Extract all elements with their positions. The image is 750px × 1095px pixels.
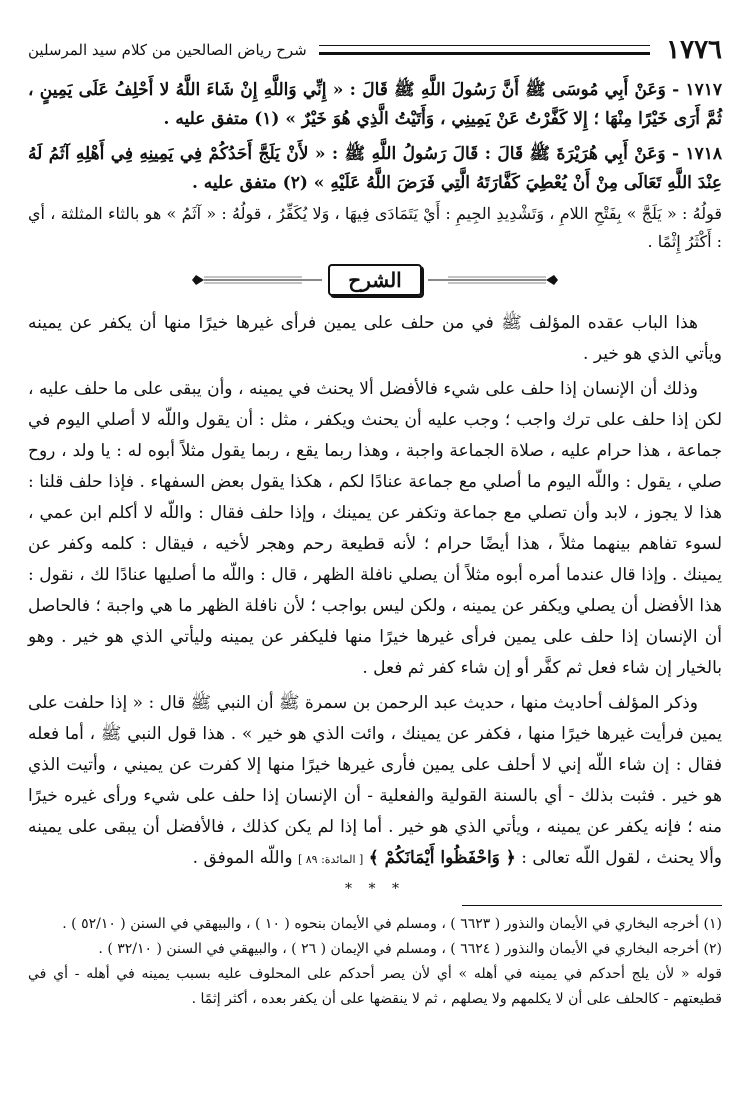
commentary-paragraph-1: هذا الباب عقده المؤلف ﷺ في من حلف على يمين فرأى غيرها خيرًا منها أن يكفر عن يمينه ويأتي الذي هو خير . (28, 313, 722, 364)
footnote-1: (١) أخرجه البخاري في الأيمان والنذور ( ٦٦٢٣ ) ، ومسلم في الأيمان بنحوه ( ١٠ ) ، والبيهقي في السنن ( ٥٢/١٠ ) . (62, 916, 722, 932)
page-number: ١٧٧٦ (666, 35, 722, 65)
vocabulary-note: قولُهُ : « يَلَجَّ » بِفَتْحِ اللامِ ، وَتَشْدِيدِ الجِيمِ : أَيْ يَتَمَادَى فِيهَا ، وَلا يُكَفِّرُ ، قولُهُ : « آثَمُ » هو بالثاء المثلثة ، أي : أَكْثَرُ إِثْمًا . (28, 204, 722, 251)
header-rule (319, 45, 650, 55)
hadith-1718: ١٧١٨ - وَعَنْ أَبِي هُرَيْرَةَ ﷺ قَالَ : قَالَ رَسُولُ اللَّهِ ﷺ : « لأَنْ يَلَجَّ أَحَدُكُمْ فِي يَمِينِهِ فِي أَهْلِهِ آثَمُ لَهُ عِنْدَ اللَّهِ تَعَالَى مِنْ أَنْ يُعْطِيَ كَفَّارَتَهُ الَّتِي فَرَضَ اللَّهُ عَلَيْهِ » (٢) متفق عليه . (28, 144, 722, 193)
footnote-explanation: قوله « لأن يلج أحدكم في يمينه في أهله » أي لأن يصر أحدكم على المحلوف عليه بسبب يمينه في أهله - أي في قطيعتهم - كالحلف على أن لا يكلمهم ولا يصلهم ، ثم لا ينقضها على أن يكفر بعده ، أكثر إثمًا . (28, 966, 722, 1007)
ornament-left-icon (192, 273, 322, 287)
section-title: الشرح (328, 264, 421, 296)
footnote-2: (٢) أخرجه البخاري في الأيمان والنذور ( ٦٦٢٤ ) ، ومسلم في الإيمان ( ٢٦ ) ، والبيهقي في السنن ( ٣٢/١٠ ) . (98, 941, 722, 957)
quran-verse: ﴿ وَاحْفَظُوا أَيْمَانَكُمْ ﴾ (368, 848, 516, 868)
commentary-paragraph-2: وذلك أن الإنسان إذا حلف على شيء فالأفضل ألا يحنث في يمينه ، وأن يبقى على ما حلف عليه ، لكن إذا حلف على ترك واجب ؛ وجب عليه أن يحنث ويكفر ، مثل : أن يقول واللّه لا أصلي اليوم في جماعة ، هذا حرام عليه ، صلاة الجماعة واجبة ، وهذا ربما يقع ، ربما يقول مثلاً أبوه له : يا ولد ، روح صلي ، يقول : واللّه اليوم ما أصلي مع جماعة عنادًا لكم ، هكذا يقول بعض السفهاء . فإذا حلف قلنا : هذا لا يجوز ، لابد وأن تصلي مع جماعة وتكفر عن يمينك ، وإذا حلف فقال : واللّه لا أكلم ابن عمي ، لسوء تفاهم بينهما مثلاً ، هذا أيضًا حرام ؛ لأنه قطيعة رحم وهجر لأخيه ، فيقال : كلمه وكفر عن يمينك . وإذا قال عندما أمره أبوه مثلاً أن يصلي نافلة الظهر ، قال : واللّه ما أصليها عنادًا لك ، نقول : هذا الأفضل أن يصلي ويكفر عن يمينه ، ولكن ليس بواجب ؛ لأن نافلة الظهر ما هي واجبة ؛ فالحاصل أن الإنسان إذا حلف على يمين فرأى غيرها خيرًا منها فليكفر عن يمينه وليأتي الذي هو خير . وهو بالخيار إن شاء فعل ثم كفَّر أو إن شاء كفر ثم فعل . (28, 379, 722, 678)
footnotes (28, 912, 722, 1012)
quran-reference: [ المائدة: ٨٩ ] (297, 853, 364, 866)
section-divider (28, 264, 722, 296)
book-title: شرح رياض الصالحين من كلام سيد المرسلين (28, 41, 307, 59)
commentary-paragraph-3-text: وذكر المؤلف أحاديث منها ، حديث عبد الرحمن بن سمرة ﷺ أن النبي ﷺ قال : « إذا حلفت على يمين فرأيت غيرها خيرًا منها ، فكفر عن يمينك ، وائت الذي هو خير » . هذا قول النبي ﷺ ، أما فعله فقال : إن شاء اللّه إني لا أحلف على يمين فأرى غيرها خيرًا منها إلا كفرت عن يميني ، وأتيت الذي هو خير . فثبت بذلك - أي بالسنة القولية والفعلية - أن الإنسان إذا حلف على شيء ورأى غيره خيرًا منه ؛ فإنه يكفر عن يمينه ، ويأتي الذي هو خير . أما إذا لم يكن كذلك ، فالأفضل أن يبقى على يمينه وألا يحنث ، لقول اللّه تعالى : (28, 693, 722, 868)
book-page (28, 30, 722, 1075)
running-header (28, 30, 722, 70)
commentary-paragraph-3 (28, 688, 722, 875)
closing-phrase: واللّه الموفق . (192, 848, 293, 868)
section-end-stars: * * * (345, 881, 405, 897)
ornament-right-icon (428, 273, 558, 287)
hadith-1717: ١٧١٧ - وَعَنْ أَبِي مُوسَى ﷺ أَنَّ رَسُولَ اللَّهِ ﷺ قَالَ : « إِنِّي وَاللَّهِ إِنْ شَاءَ اللَّهُ لا أَحْلِفُ عَلَى يَمِينٍ ، ثُمَّ أَرَى خَيْرًا مِنْهَا ؛ إِلا كَفَّرْتُ عَنْ يَمِينِي ، وَأَتَيْتُ الَّذِي هُوَ خَيْرٌ » (١) متفق عليه . (28, 80, 722, 129)
commentary (28, 308, 722, 875)
footnote-rule (462, 905, 722, 906)
